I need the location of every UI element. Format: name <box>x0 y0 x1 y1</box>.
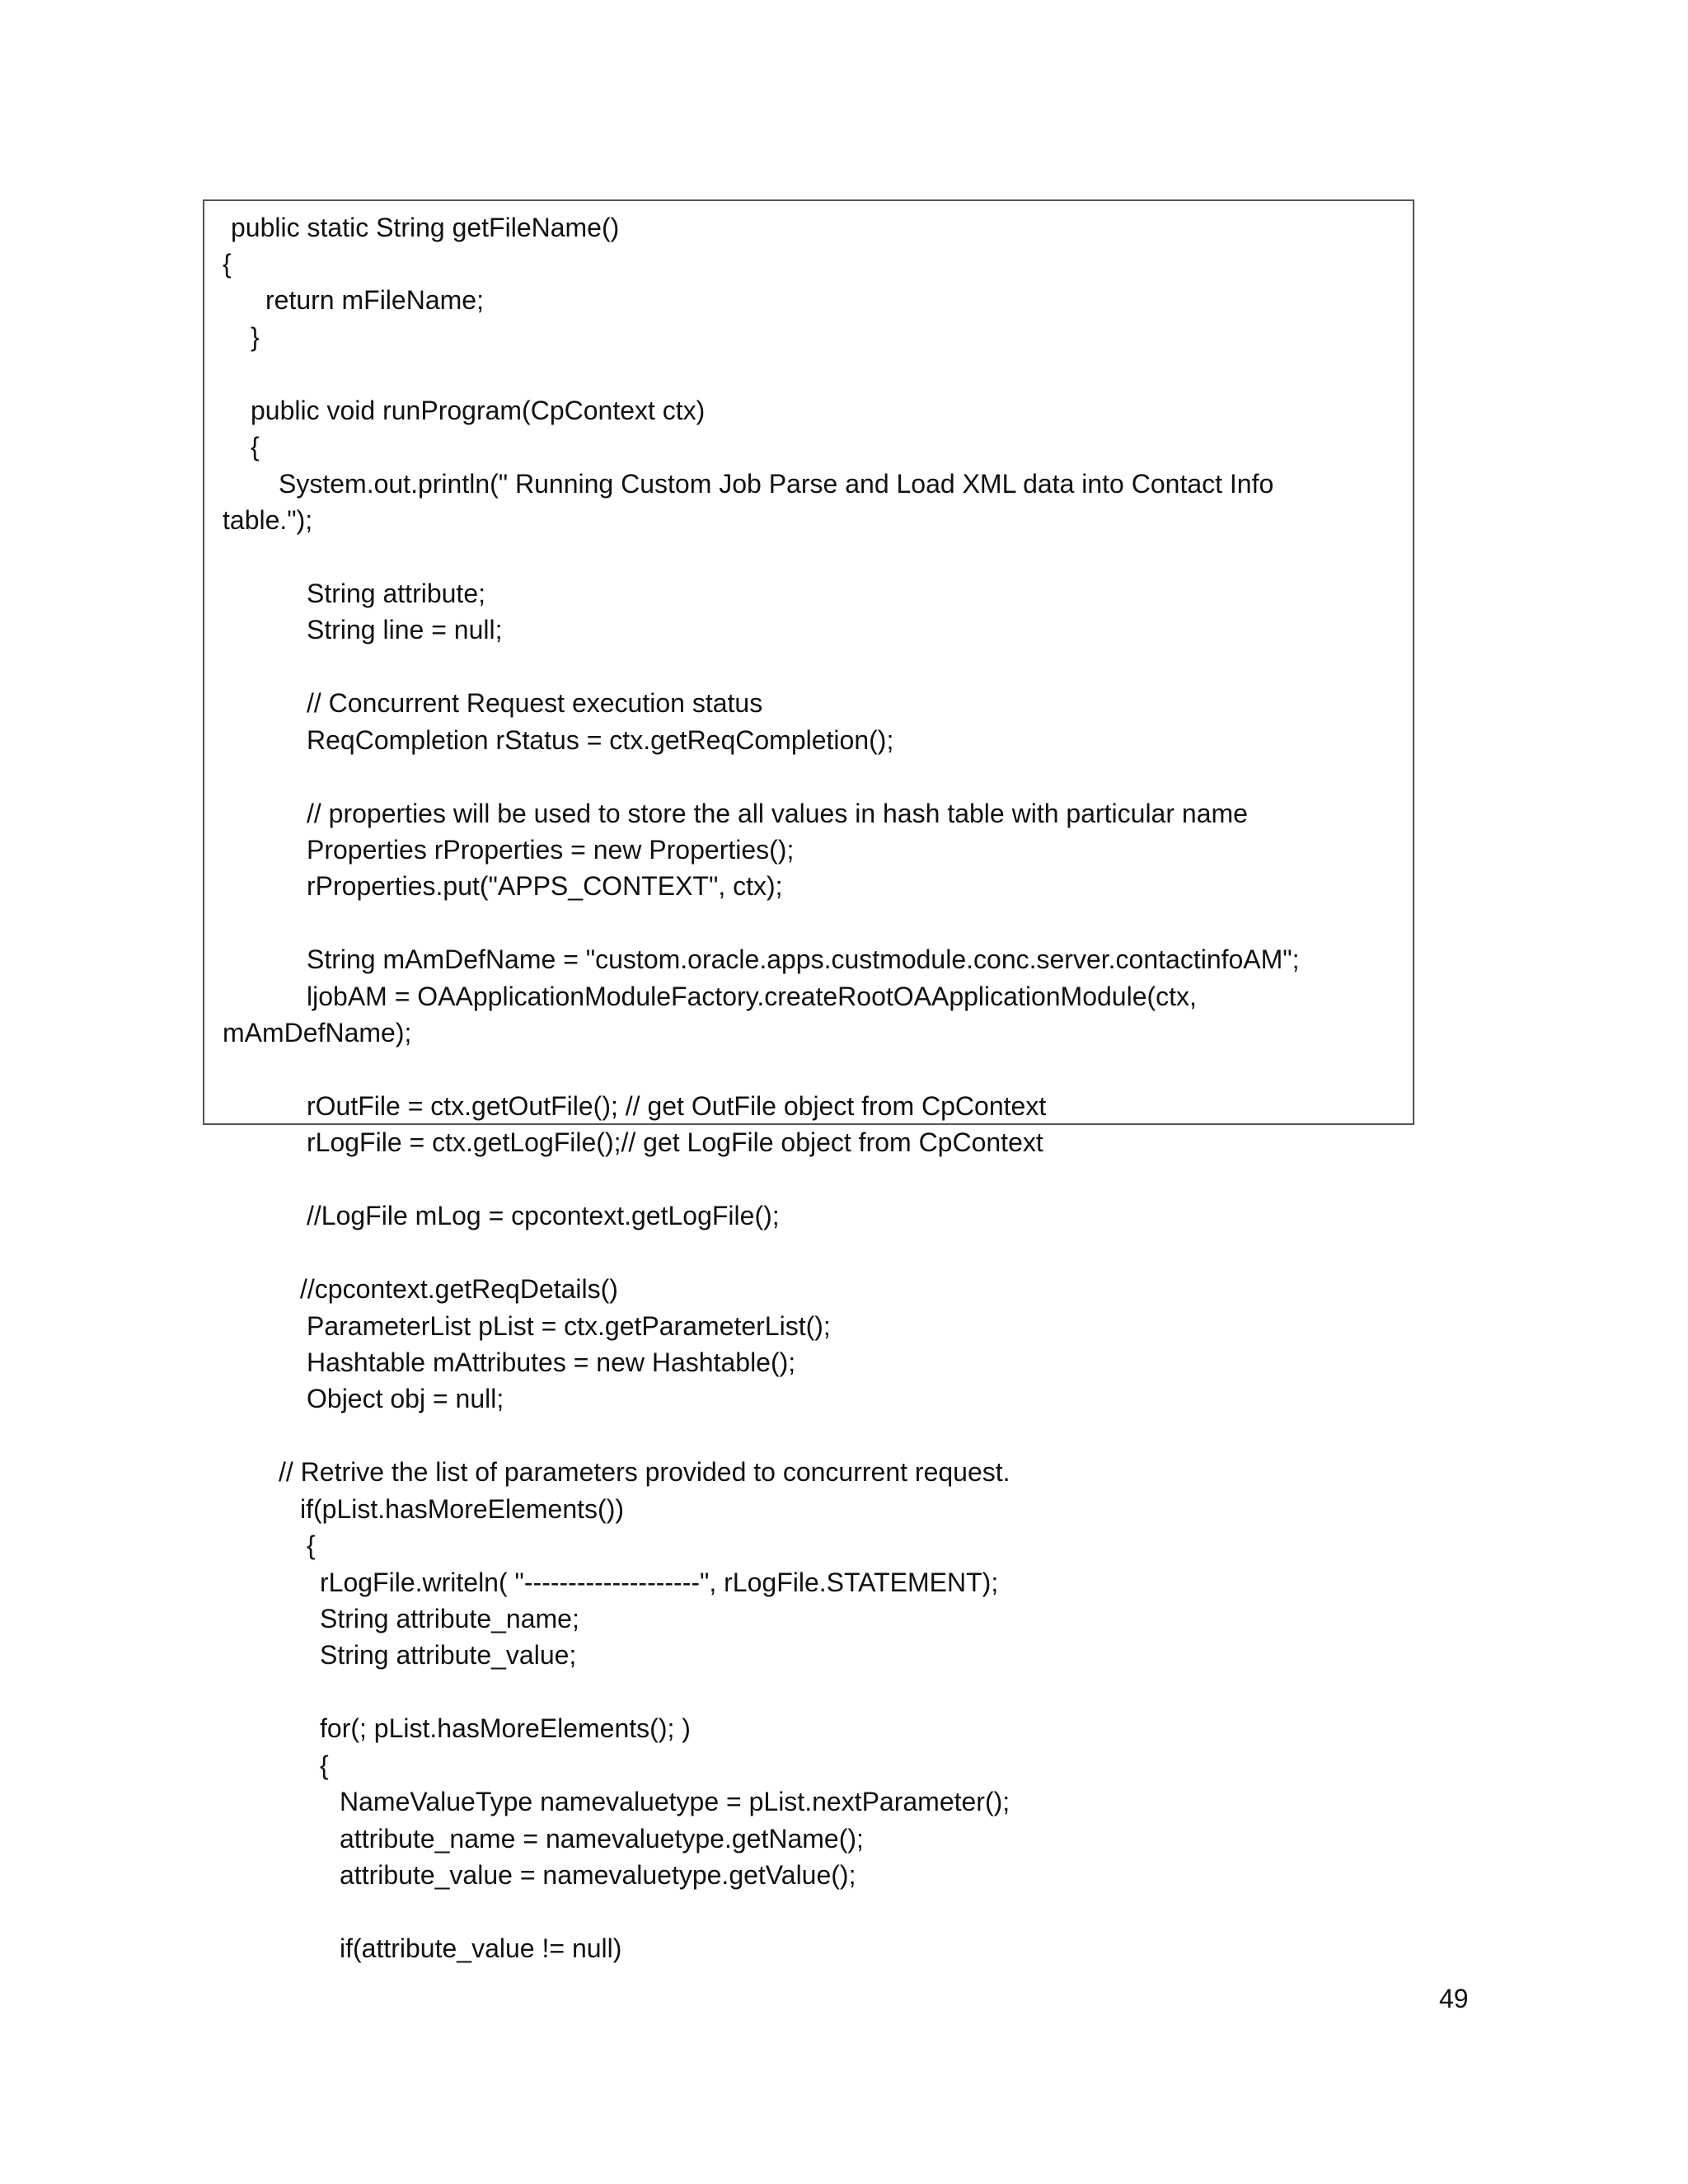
code-line: { <box>251 432 260 462</box>
code-line: attribute_name = namevaluetype.getName(); <box>340 1824 864 1854</box>
code-listing-box <box>203 199 1414 1963</box>
code-line: // Concurrent Request execution status <box>307 688 763 718</box>
code-line: Properties rProperties = new Properties(); <box>307 835 795 865</box>
code-line: if(attribute_value != null) <box>340 1933 622 1963</box>
code-line: attribute_value = namevaluetype.getValue(); <box>340 1860 856 1890</box>
code-line: rOutFile = ctx.getOutFile(); // get OutFile object from CpContext <box>307 1091 1047 1121</box>
code-line: System.out.println(" Running Custom Job Parse and Load XML data into Contact Info <box>279 469 1274 499</box>
code-line: NameValueType namevaluetype = pList.nextParameter(); <box>340 1787 1010 1816</box>
code-line: rLogFile = ctx.getLogFile();// get LogFile object from CpContext <box>307 1127 1043 1157</box>
code-line: // Retrive the list of parameters provided to concurrent request. <box>279 1457 1010 1487</box>
code-line: String attribute_value; <box>320 1640 577 1670</box>
code-line: ParameterList pList = ctx.getParameterList(); <box>307 1311 831 1341</box>
code-line: { <box>307 1530 316 1560</box>
code-line: // properties will be used to store the all values in hash table with particular name <box>307 799 1248 828</box>
code-line: Hashtable mAttributes = new Hashtable(); <box>307 1347 796 1377</box>
page-number: 49 <box>1439 1984 1469 2013</box>
code-line: if(pList.hasMoreElements()) <box>300 1494 624 1524</box>
code-line: public void runProgram(CpContext ctx) <box>251 396 706 425</box>
code-line: rProperties.put("APPS_CONTEXT", ctx); <box>307 871 783 901</box>
code-line: Object obj = null; <box>307 1384 504 1413</box>
code-line: return mFileName; <box>265 285 484 315</box>
code-line: ReqCompletion rStatus = ctx.getReqCompletion(); <box>307 725 894 755</box>
code-line: table."); <box>223 505 313 535</box>
code-line: public static String getFileName() <box>231 213 620 242</box>
code-line: { <box>320 1750 329 1780</box>
code-line: String mAmDefName = "custom.oracle.apps.custmodule.conc.server.contactinfoAM"; <box>307 944 1300 974</box>
code-line: ljobAM = OAApplicationModuleFactory.createRootOAApplicationModule(ctx, <box>307 982 1197 1011</box>
code-line: String attribute; <box>307 579 485 608</box>
code-line: rLogFile.writeln( "--------------------", rLogFile.STATEMENT); <box>320 1568 999 1597</box>
code-line: for(; pList.hasMoreElements(); ) <box>320 1713 691 1743</box>
code-line: mAmDefName); <box>223 1018 412 1047</box>
code-line: { <box>223 249 232 279</box>
code-line: String line = null; <box>307 615 503 644</box>
code-line: String attribute_name; <box>320 1604 579 1633</box>
code-line: //cpcontext.getReqDetails() <box>300 1274 618 1304</box>
code-line: //LogFile mLog = cpcontext.getLogFile(); <box>307 1201 780 1230</box>
code-line: } <box>251 322 260 352</box>
